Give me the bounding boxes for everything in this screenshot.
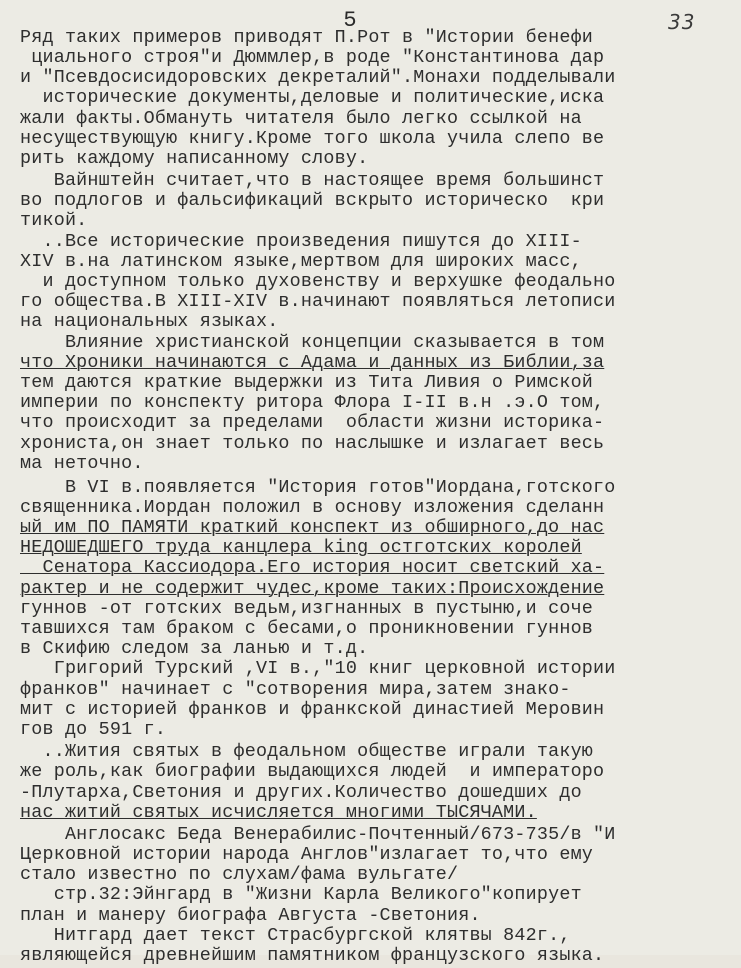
text-line: нас житий святых исчисляется многими ТЫСЯЧАМИ. [20, 802, 537, 823]
text-line: на национальных языках. [20, 311, 279, 332]
text-line: гуннов -от готских ведьм,изгнанных в пустыню,и сочe [20, 598, 594, 619]
text-line: Ряд таких примеров приводят П.Рот в "Истории бенефи [20, 27, 594, 48]
text-line: исторические документы,деловые и политические,иска [20, 87, 605, 108]
text-line: и доступном только духовенству и верхушке феодально [20, 271, 616, 292]
text-line: и "Псевдосисидоровских декреталий".Монахи подделывали [20, 67, 616, 88]
text-line: стр.32:Эйнгард в "Жизни Карла Великого"копирует [20, 884, 582, 905]
text-line: Вайнштейн считает,что в настоящее время большинст [20, 170, 605, 191]
text-line: священника.Иордан положил в основу изложения сделанн [20, 497, 605, 518]
text-line: го общества.В XIII-XIV в.начинают появляться летописи [20, 291, 616, 312]
text-line: ый им ПО ПАМЯТИ краткий конспект из обширного,до нас [20, 517, 605, 538]
text-line: Сенатора Кассиодора.Его история носит светский ха- [20, 557, 605, 578]
text-line: хрониста,он знает только по наслышке и излагает весь [20, 433, 605, 454]
text-line: мит с историей франков и франкской династией Меровин [20, 699, 605, 720]
text-line: тикой. [20, 210, 88, 231]
page-number: 5 [343, 8, 357, 33]
text-line: В VI в.появляется "История готов"Иордана,готского [20, 477, 616, 498]
text-line: что Хроники начинаются с Адама и данных из Библии,за [20, 352, 605, 373]
text-line: циального строя"и Дюммлер,в роде "Константинова дар [20, 47, 605, 68]
text-line: несуществующую книгу.Кроме того школа учила слепо ве [20, 128, 605, 149]
text-line: тавшихся там браком с бесами,о проникновении гуннов [20, 618, 594, 639]
text-line: план и манеру биографа Августа -Светония. [20, 905, 481, 926]
text-line: НЕДОШЕДШЕГО труда канцлера king остготских королей [20, 537, 582, 558]
text-line: Англосакс Беда Венерабилис-Почтенный/673-735/в "И [20, 824, 616, 845]
text-line: Церковной истории народа Англов"излагает то,что ему [20, 844, 594, 865]
text-line: в Скифию следом за ланью и т.д. [20, 638, 369, 659]
text-line: гов до 591 г. [20, 719, 167, 740]
text-line: ..Жития святых в феодальном обществе играли такую [20, 741, 594, 762]
text-line: рить каждому написанному слову. [20, 148, 369, 169]
text-line: Нитгард дает текст Страсбургской клятвы 842г., [20, 925, 571, 946]
text-line: -Плутарха,Светония и других.Количество дошедших до [20, 782, 582, 803]
text-line: жали факты.Обмануть читателя было легко ссылкой на [20, 108, 582, 129]
text-line: Григорий Турский ,VI в.,"10 книг церковной истории [20, 658, 616, 679]
text-line: являющейся древнейшим памятником французского языка. [20, 945, 605, 966]
text-line: во подлогов и фальсификаций вскрыто историческо кри [20, 190, 605, 211]
text-line: стало известно по слухам/фама вульгате/ [20, 864, 459, 885]
text-line: империи по конспекту ритора Флора I-II в.н .э.О том, [20, 392, 605, 413]
text-line: ма неточно. [20, 453, 144, 474]
archive-number: 33 [668, 10, 696, 34]
text-line: XIV в.на латинском языке,мертвом для широких масс, [20, 251, 582, 272]
text-line: франков" начинает с "сотворения мира,затем знако- [20, 679, 571, 700]
text-line: же роль,как биографии выдающихся людей и императоро [20, 761, 605, 782]
text-line: тем даются краткие выдержки из Тита Ливия о Римской [20, 372, 594, 393]
text-line: рактер и не содержит чудес,кроме таких:Происхождение [20, 578, 605, 599]
text-line: ..Все исторические произведения пишутся до XIII- [20, 231, 582, 252]
text-line: Влияние христианской концепции сказывается в том [20, 332, 605, 353]
text-line: что происходит за пределами области жизни историка- [20, 412, 605, 433]
